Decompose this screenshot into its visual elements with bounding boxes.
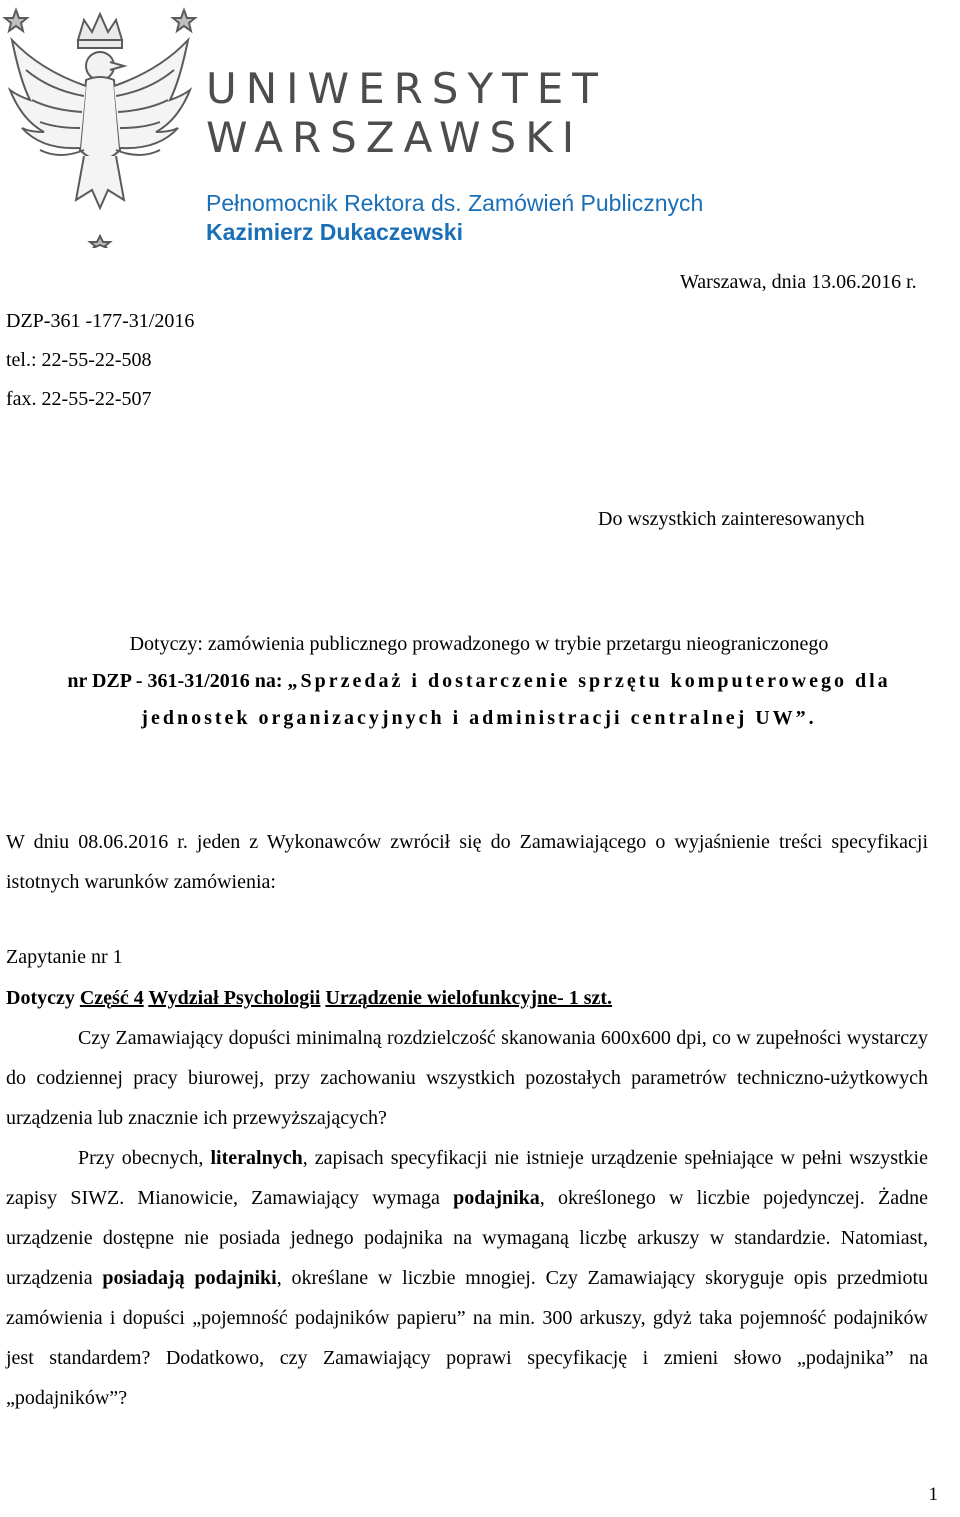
topic-unit: Wydział Psychologii xyxy=(148,987,321,1009)
subject-prefix: nr DZP - 361-31/2016 na: xyxy=(67,670,288,692)
intro-paragraph: W dniu 08.06.2016 r. jeden z Wykonawców zwrócił się do Zamawiającego o wyjaśnienie treści specyfikacji istotnych warunków zamówienia: xyxy=(6,831,928,893)
question-label: Zapytanie nr 1 xyxy=(6,946,123,968)
fax-number: fax. 22-55-22-507 xyxy=(6,388,152,410)
recipient-line: Do wszystkich zainteresowanych xyxy=(598,508,865,530)
topic-prefix: Dotyczy xyxy=(6,987,80,1009)
university-name-line2: WARSZAWSKI xyxy=(206,113,584,162)
reference-number: DZP-361 -177-31/2016 xyxy=(6,310,195,332)
topic-item: Urządzenie wielofunkcyjne- 1 szt. xyxy=(325,987,613,1009)
subject-title: „Sprzedaż i dostarczenie sprzętu komputerowego dla jednostek organizacyjnych i administracji centralnej UW”. xyxy=(141,670,891,729)
subject-line1: Dotyczy: zamówienia publicznego prowadzonego w trybie przetargu nieograniczonego xyxy=(129,633,829,655)
university-name-line1: UNIWERSYTET xyxy=(206,64,607,113)
letter-date: Warszawa, dnia 13.06.2016 r. xyxy=(680,271,917,293)
topic-part: Część 4 xyxy=(79,987,144,1009)
phone-number: tel.: 22-55-22-508 xyxy=(6,349,152,371)
question-topic xyxy=(6,986,612,1010)
subject-block xyxy=(34,626,924,737)
office-title: Pełnomocnik Rektora ds. Zamówień Publicznych xyxy=(206,190,704,216)
page-number: 1 xyxy=(928,1484,938,1505)
question-paragraph-2: Przy obecnych, literalnych, zapisach specyfikacji nie istnieje urządzenie spełniające w pełni wszystkie zapisy SIWZ. Mianowicie, Zamawiający wymaga podajnika, określonego w liczbie pojedynczej. Żadne urządzenie dostępne nie posiada jednego podajnika na wymaganą liczbę arkuszy w standardzie. Natomiast, urządzenia posiadają podajniki, określane w liczbie mnogiej. Czy Zamawiający skoryguje opis przedmiotu zamówienia i dopuści „pojemność podajników papieru” na min. 300 arkuszy, gdyż taka pojemność podajników jest standardem? Dodatkowo, czy Zamawiający poprawi specyfikację i zmieni słowo „podajnika” na „podajników”? xyxy=(6,1147,929,1409)
eagle-emblem-icon xyxy=(0,0,200,248)
question-paragraph-1: Czy Zamawiający dopuści minimalną rozdzielczość skanowania 600x600 dpi, co w zupełności wystarczy do codziennej pracy biurowej, przy zachowaniu wszystkich pozostałych parametrów techniczno-użytkowych urządzenia lub znacznie ich przewyższających? xyxy=(6,1027,928,1129)
office-person: Kazimierz Dukaczewski xyxy=(206,219,463,245)
